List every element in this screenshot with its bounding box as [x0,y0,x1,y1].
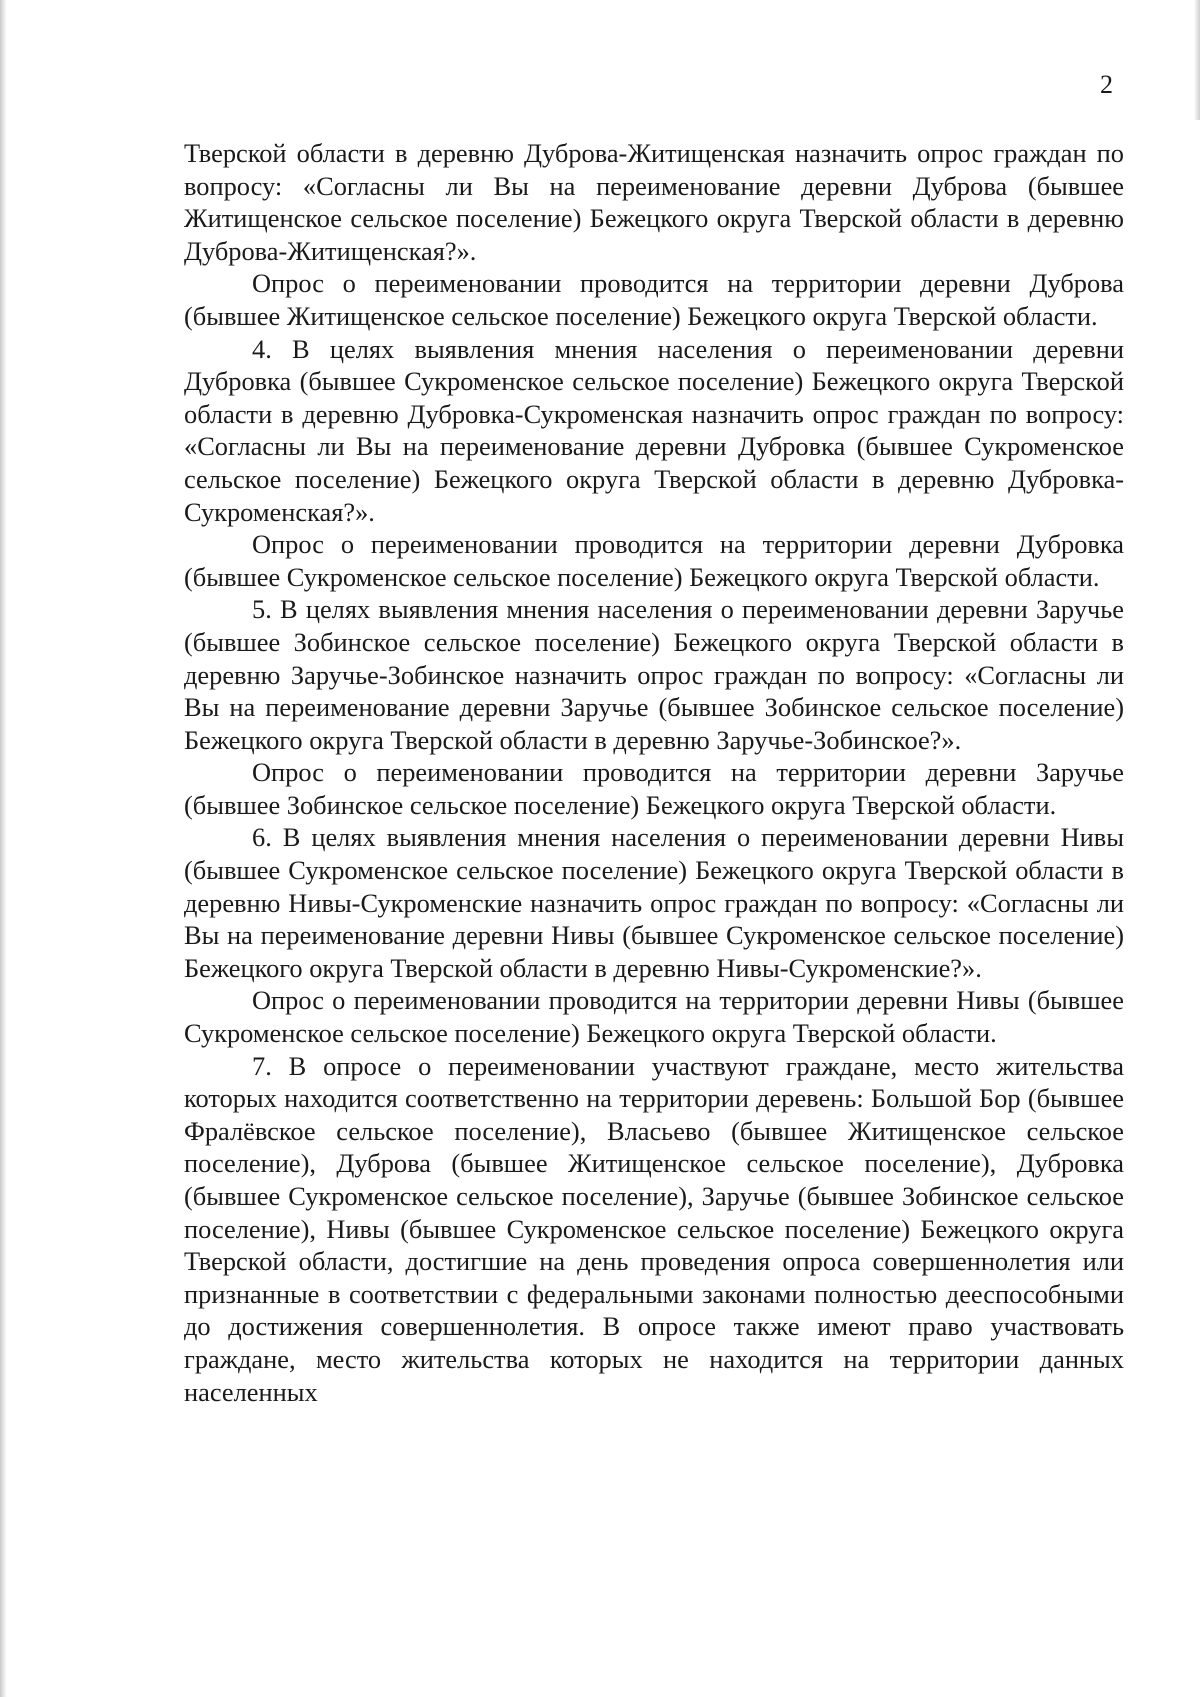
paragraph-4: Опрос о переименовании проводится на территории деревни Дубровка (бывшее Сукроменское сельское поселение) Бежецкого округа Тверской области. [184,529,1124,592]
paragraph-9: 7. В опросе о переименовании участвуют граждане, место жительства которых находится соответственно на территории деревень: Большой Бор (бывшее Фралёвское сельское поселение), Власьево (бывшее Житищенское сельское поселение), Дуброва (бывшее Житищенское сельское поселение), Дубровка (бывшее Сукроменское сельское поселение), Заручье (бывшее Зобинское сельское поселение), Нивы (бывшее Сукроменское сельское поселение) Бежецкого округа Тверской области, достигшие на день проведения опроса совершеннолетия или признанные в соответствии с федеральными законами полностью дееспособными до достижения совершеннолетия. В опросе также имеют право участвовать граждане, место жительства которых не находится на территории данных населенных [184,1050,1124,1407]
page-edge-shadow-right [1194,0,1200,120]
paragraph-3: 4. В целях выявления мнения населения о переименовании деревни Дубровка (бывшее Сукроменское сельское поселение) Бежецкого округа Тверской области в деревню Дубровка-Сукроменская назначить опрос граждан по вопросу: «Согласны ли Вы на переименование деревни Дубровка (бывшее Сукроменское сельское поселение) Бежецкого округа Тверской области в деревню Дубровка-Сукроменская?». [184,333,1124,527]
page-edge-shadow-left [0,0,7,1697]
paragraph-8: Опрос о переименовании проводится на территории деревни Нивы (бывшее Сукроменское сельское поселение) Бежецкого округа Тверской области. [184,985,1124,1049]
paragraph-5: 5. В целях выявления мнения населения о переименовании деревни Заручье (бывшее Зобинское сельское поселение) Бежецкого округа Тверской области в деревню Заручье-Зобинское назначить опрос граждан по вопросу: «Согласны ли Вы на переименование деревни Заручье (бывшее Зобинское сельское поселение) Бежецкого округа Тверской области в деревню Заручье-Зобинское?». [184,594,1124,755]
page-number: 2 [1100,70,1113,99]
paragraph-1: Тверской области в деревню Дуброва-Житищенская назначить опрос граждан по вопросу: «Согласны ли Вы на переименование деревни Дуброва (бывшее Житищенское сельское поселение) Бежецкого округа Тверской области в деревню Дуброва-Житищенская?». [184,138,1124,266]
document-body [184,137,1124,1408]
paragraph-7: 6. В целях выявления мнения населения о переименовании деревни Нивы (бывшее Сукроменское сельское поселение) Бежецкого округа Тверской области в деревню Нивы-Сукроменские назначить опрос граждан по вопросу: «Согласны ли Вы на переименование деревни Нивы (бывшее Сукроменское сельское поселение) Бежецкого округа Тверской области в деревню Нивы-Сукроменские?». [184,822,1124,983]
paragraph-2: Опрос о переименовании проводится на территории деревни Дуброва (бывшее Житищенское сельское поселение) Бежецкого округа Тверской области. [184,268,1124,331]
paragraph-6: Опрос о переименовании проводится на территории деревни Заручье (бывшее Зобинское сельское поселение) Бежецкого округа Тверской области. [184,757,1124,820]
